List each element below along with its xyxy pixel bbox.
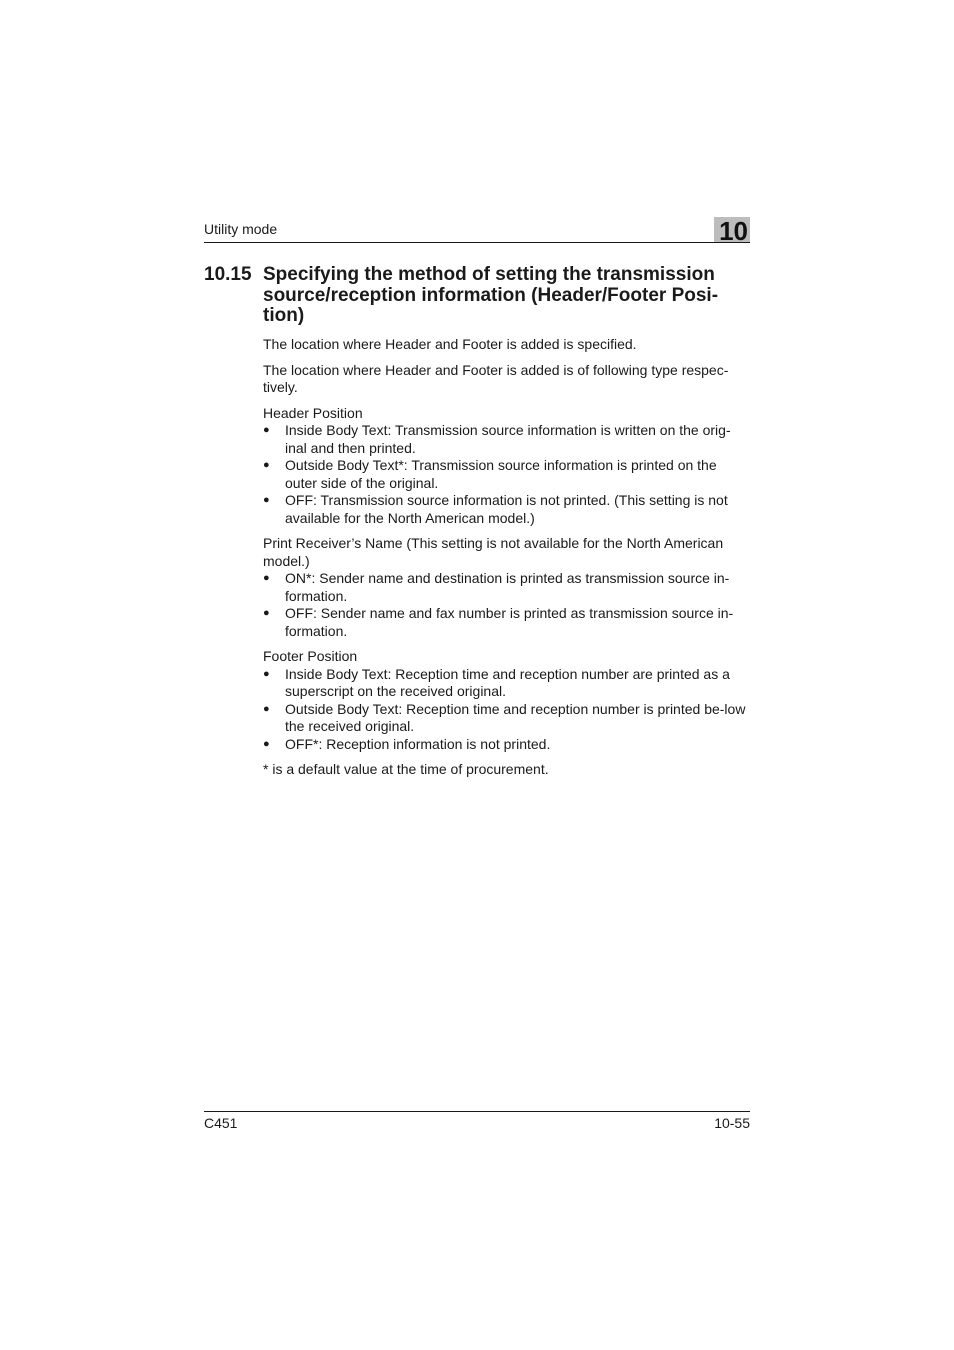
group-heading: Footer Position <box>263 648 358 664</box>
intro-paragraph: The location where Header and Footer is added is specified. <box>263 336 637 352</box>
body-content <box>263 336 750 787</box>
setting-group-footer-position <box>263 648 750 753</box>
list-item <box>263 422 750 457</box>
list-item <box>263 570 750 605</box>
bullet-icon: ● <box>263 494 270 506</box>
chapter-number-badge: 10 <box>714 217 750 242</box>
model-name: C451 <box>204 1115 238 1131</box>
bullet-icon: ● <box>263 459 270 471</box>
list-item-text: Inside Body Text: Reception time and reception number are printed as a superscript on the received original. <box>285 665 730 699</box>
group-heading: Print Receiver’s Name (This setting is not available for the North American model.) <box>263 535 724 569</box>
list-item <box>263 666 750 701</box>
running-footer <box>204 1111 750 1131</box>
running-header <box>204 216 750 246</box>
bullet-icon: ● <box>263 607 270 619</box>
setting-group-header-position <box>263 405 750 528</box>
list-item-text: Inside Body Text: Transmission source information is written on the orig-inal and then printed. <box>285 422 731 456</box>
list-item <box>263 701 750 736</box>
option-list <box>263 570 750 640</box>
page-number: 10-55 <box>714 1115 750 1131</box>
section-title: Specifying the method of setting the transmission source/reception information (Header/Footer Posi-tion) <box>263 264 719 327</box>
bullet-icon: ● <box>263 667 270 680</box>
list-item <box>263 492 750 527</box>
page-title <box>204 265 750 327</box>
option-list <box>263 666 750 754</box>
list-item <box>263 605 750 640</box>
list-item <box>263 457 750 492</box>
setting-group-print-receiver-name <box>263 535 750 640</box>
bullet-icon: ● <box>263 737 270 750</box>
bullet-icon: ● <box>263 702 270 715</box>
option-list <box>263 422 750 527</box>
list-item-text: Outside Body Text: Reception time and reception number is printed be-low the received original. <box>285 700 746 734</box>
intro-paragraph: The location where Header and Footer is added is of following type respec-tively. <box>263 361 729 395</box>
section-number: 10.15 <box>204 264 252 285</box>
section-label: Utility mode <box>204 221 278 237</box>
bullet-icon: ● <box>263 572 270 584</box>
group-heading: Header Position <box>263 404 363 421</box>
default-value-note: * is a default value at the time of procurement. <box>263 761 549 777</box>
list-item <box>263 736 750 754</box>
list-item-text: OFF*: Reception information is not printed. <box>285 735 551 752</box>
bullet-icon: ● <box>263 424 270 436</box>
list-item-text: OFF: Sender name and fax number is printed as transmission source in-formation. <box>285 605 734 639</box>
list-item-text: Outside Body Text*: Transmission source information is printed on the outer side of the original. <box>285 457 717 491</box>
list-item-text: OFF: Transmission source information is not printed. (This setting is not available for the North American model.) <box>285 492 728 526</box>
list-item-text: ON*: Sender name and destination is printed as transmission source in-formation. <box>285 570 730 604</box>
